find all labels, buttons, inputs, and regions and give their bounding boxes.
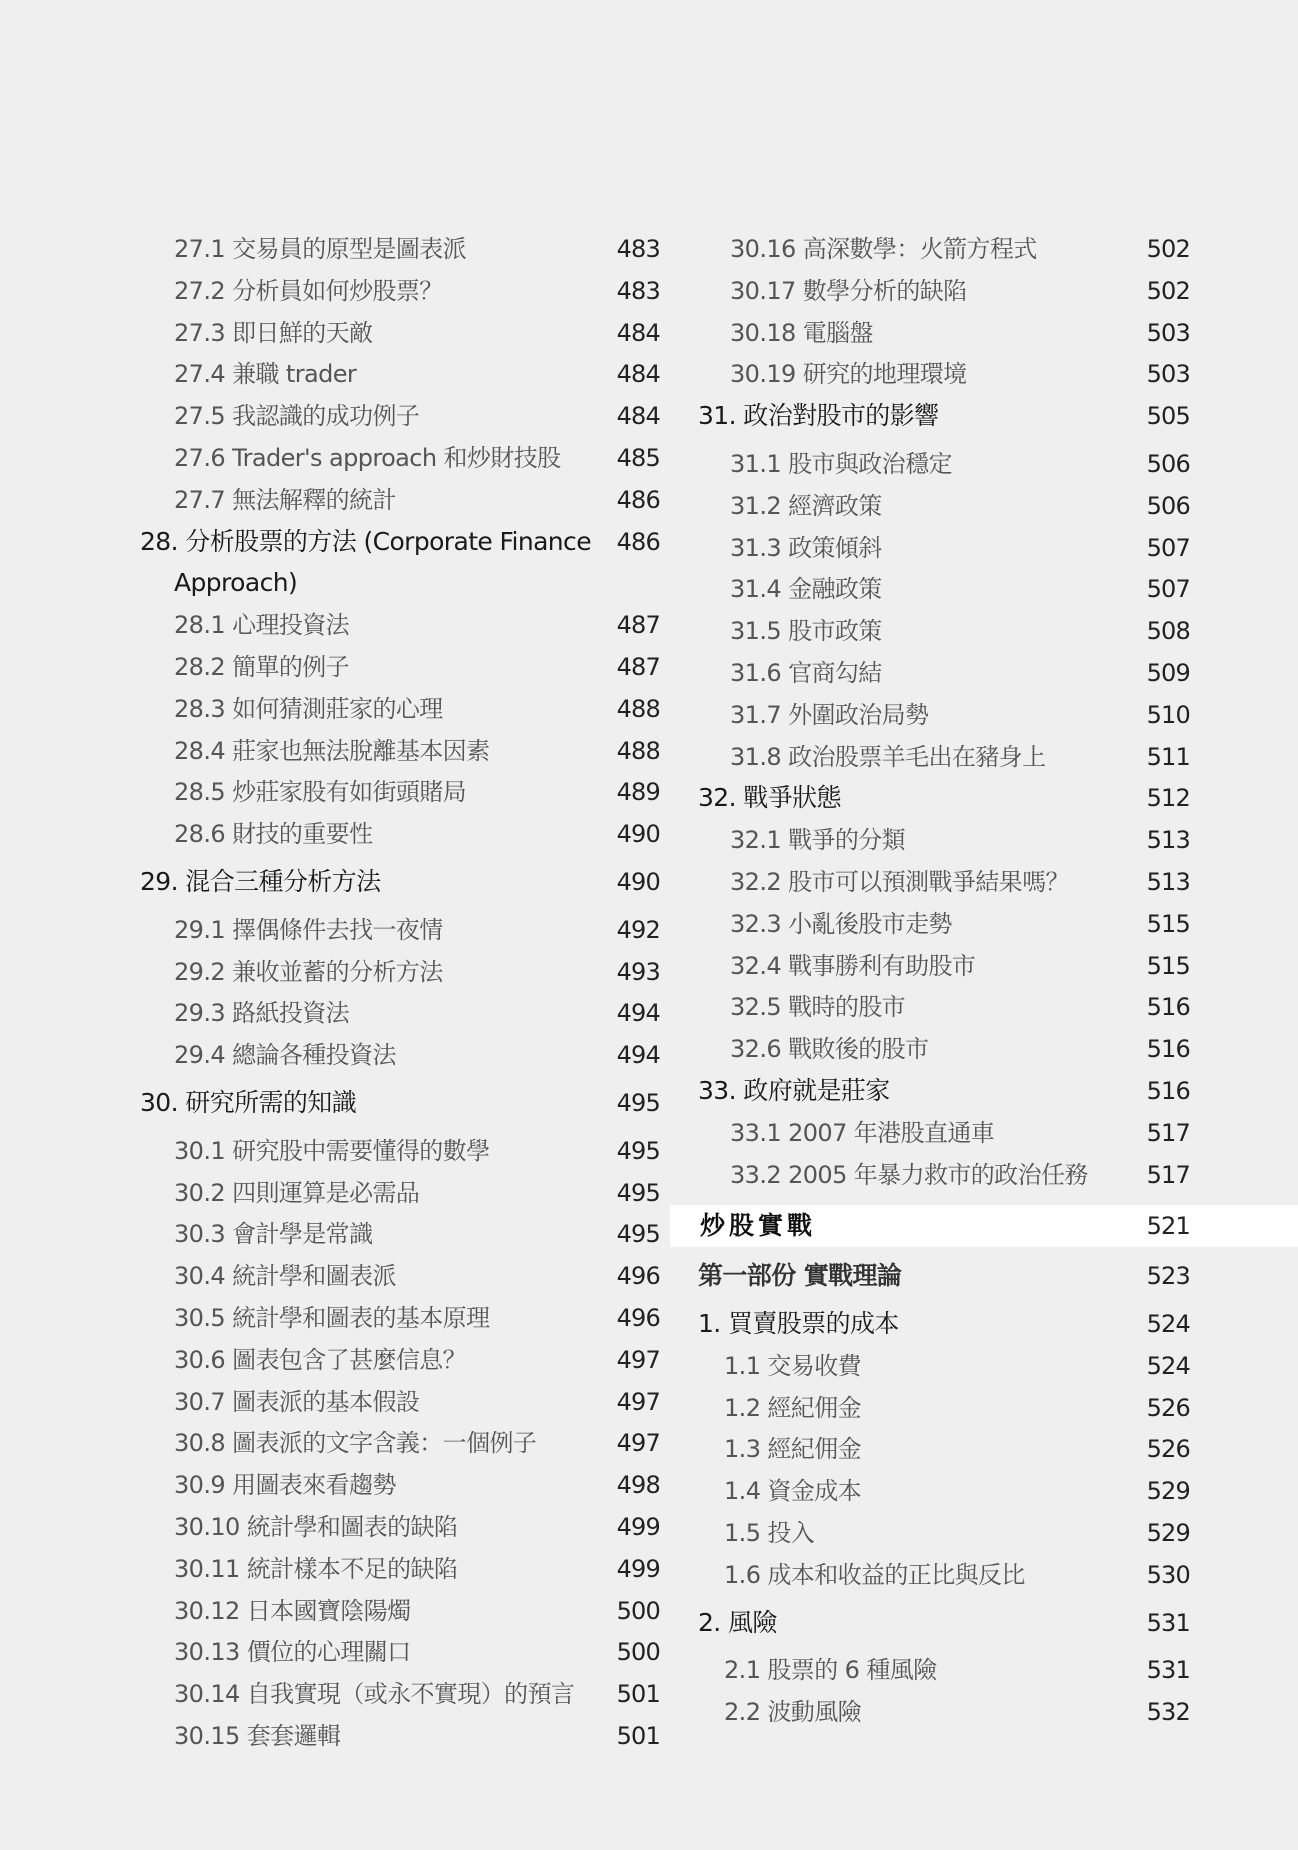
toc-entry-page: 517: [1146, 1160, 1190, 1189]
toc-entry-title: 32.3 小亂後股市走勢: [730, 909, 952, 938]
toc-entry-title: 27.3 即日鮮的天敵: [174, 318, 373, 347]
toc-entry-chap: [140, 521, 660, 563]
toc-entry-page: 483: [616, 276, 660, 305]
toc-entry-sub: [698, 945, 1190, 987]
toc-entry-page: 485: [616, 443, 660, 472]
toc-entry-sub: [140, 1297, 660, 1339]
toc-entry-page: 507: [1146, 575, 1190, 604]
toc-entry-sub: [698, 353, 1190, 395]
toc-entry-sub2: [698, 1512, 1190, 1554]
toc-entry-page: 495: [616, 1088, 660, 1117]
toc-entry-title: 1. 買賣股票的成本: [698, 1308, 899, 1338]
toc-entry-chap: [698, 1303, 1190, 1345]
toc-entry-title: 30.12 日本國寶陰陽燭: [174, 1596, 411, 1625]
toc-entry-sub: [140, 1631, 660, 1673]
toc-entry-sub: [140, 1130, 660, 1172]
toc-entry-title: 28.1 心理投資法: [174, 611, 350, 640]
toc-entry-page: 489: [616, 778, 660, 807]
toc-entry-title: 30.17 數學分析的缺陷: [730, 276, 967, 305]
toc-entry-sub: [698, 861, 1190, 903]
toc-entry-sub: [140, 395, 660, 437]
toc-entry-page: 487: [616, 611, 660, 640]
toc-entry-page: 503: [1146, 318, 1190, 347]
toc-entry-sub: [140, 1255, 660, 1297]
toc-entry-sub: [698, 568, 1190, 610]
toc-entry-title: 30.8 圖表派的文字含義：一個例子: [174, 1429, 537, 1458]
toc-entry-page: 496: [616, 1262, 660, 1291]
toc-entry-page: 488: [616, 694, 660, 723]
toc-entry-title: 27.5 我認識的成功例子: [174, 402, 420, 431]
toc-entry-sub: [140, 646, 660, 688]
toc-entry-chap: [698, 1070, 1190, 1112]
toc-entry-title: 30.2 四則運算是必需品: [174, 1178, 420, 1207]
toc-entry-title: 30.14 自我實現（或永不實現）的預言: [174, 1680, 575, 1709]
toc-entry-sub: [140, 1506, 660, 1548]
toc-entry-title: 29.3 路紙投資法: [174, 999, 350, 1028]
toc-entry-sub: [140, 730, 660, 772]
toc-entry-sub2: [698, 1691, 1190, 1733]
toc-entry-page: 495: [616, 1136, 660, 1165]
toc-entry-page: 515: [1146, 909, 1190, 938]
toc-column-right: [698, 228, 1190, 1733]
toc-entry-sub2: [698, 1470, 1190, 1512]
toc-entry-page: 505: [1146, 402, 1190, 431]
toc-entry-page: 494: [616, 1041, 660, 1070]
toc-entry-title: 30.10 統計學和圖表的缺陷: [174, 1512, 458, 1541]
toc-entry-sub: [140, 1422, 660, 1464]
toc-entry-chap: [698, 777, 1190, 819]
toc-entry-sub: [140, 1548, 660, 1590]
toc-entry-sub: [698, 903, 1190, 945]
toc-entry-page: 509: [1146, 658, 1190, 687]
toc-entry-title: 30.7 圖表派的基本假設: [174, 1387, 420, 1416]
toc-entry-sub2: [698, 1428, 1190, 1470]
toc-entry-sub: [698, 736, 1190, 778]
toc-entry-title: 31.2 經濟政策: [730, 491, 882, 520]
toc-entry-chap: [140, 1082, 660, 1124]
toc-entry-title: 30.1 研究股中需要懂得的數學: [174, 1136, 490, 1165]
toc-entry-sub: [698, 1112, 1190, 1154]
toc-entry-page: 490: [616, 867, 660, 896]
toc-entry-page: 499: [616, 1512, 660, 1541]
toc-entry-chap: [140, 861, 660, 903]
toc-entry-page: 532: [1146, 1698, 1190, 1727]
toc-entry-chap: [698, 1602, 1190, 1644]
toc-entry-title: 30.13 價位的心理關口: [174, 1638, 411, 1667]
toc-entry-page: 516: [1146, 1035, 1190, 1064]
toc-entry-title: 30. 研究所需的知識: [140, 1087, 357, 1117]
toc-entry-sub: [140, 479, 660, 521]
toc-entry-page: 521: [1146, 1212, 1190, 1241]
toc-entry-page: 530: [1146, 1560, 1190, 1589]
toc-entry-sub: [698, 694, 1190, 736]
toc-entry-page: 499: [616, 1554, 660, 1583]
toc-entry-title: 30.5 統計學和圖表的基本原理: [174, 1303, 490, 1332]
toc-entry-page: 531: [1146, 1608, 1190, 1637]
toc-entry-page: 507: [1146, 533, 1190, 562]
toc-entry-title: 32.4 戰事勝利有助股市: [730, 951, 976, 980]
toc-entry-sub: [140, 437, 660, 479]
toc-entry-title: 27.1 交易員的原型是圖表派: [174, 235, 467, 263]
toc-entry-title: 1.3 經紀佣金: [724, 1435, 861, 1464]
toc-entry-title: 2.1 股票的 6 種風險: [724, 1656, 937, 1685]
toc-entry-title: 29.4 總論各種投資法: [174, 1041, 396, 1070]
toc-entry-page: 501: [616, 1680, 660, 1709]
toc-entry-page: 517: [1146, 1118, 1190, 1147]
toc-entry-title: 2. 風險: [698, 1607, 777, 1637]
toc-entry-sub: [698, 270, 1190, 312]
toc-entry-page: 513: [1146, 867, 1190, 896]
toc-entry-sub: [140, 604, 660, 646]
toc-entry-sub: [140, 270, 660, 312]
toc-entry-sub: [140, 228, 660, 270]
toc-entry-page: 526: [1146, 1393, 1190, 1422]
toc-entry-page: 512: [1146, 784, 1190, 813]
toc-entry-sub: [698, 485, 1190, 527]
toc-entry-page: 484: [616, 318, 660, 347]
toc-entry-title: 32.2 股市可以預測戰爭結果嗎？: [730, 867, 1069, 896]
toc-entry-sub: [140, 951, 660, 993]
toc-entry-title: 33.2 2005 年暴力救市的政治任務: [730, 1160, 1088, 1189]
toc-entry-page: 529: [1146, 1477, 1190, 1506]
toc-entry-title: 炒股實戰: [700, 1211, 817, 1241]
toc-entry-sub: [140, 1172, 660, 1214]
toc-entry-title: 1.6 成本和收益的正比與反比: [724, 1560, 1025, 1589]
toc-entry-page: 531: [1146, 1656, 1190, 1685]
toc-entry-page: 511: [1146, 742, 1190, 771]
toc-entry-title: 31.6 官商勾結: [730, 658, 882, 687]
toc-entry-page: 515: [1146, 951, 1190, 980]
toc-entry-page: 493: [616, 957, 660, 986]
toc-entry-sub: [698, 1154, 1190, 1196]
toc-entry-page: 495: [616, 1220, 660, 1249]
toc-entry-title: 27.6 Trader's approach 和炒財技股: [174, 443, 561, 472]
toc-entry-page: 497: [616, 1387, 660, 1416]
toc-entry-sub: [140, 1673, 660, 1715]
toc-entry-page: 495: [616, 1178, 660, 1207]
toc-entry-sub2: [698, 1345, 1190, 1387]
toc-entry-title: 28.4 莊家也無法脫離基本因素: [174, 736, 490, 765]
toc-entry-page: 500: [616, 1596, 660, 1625]
toc-entry-title: 29. 混合三種分析方法: [140, 866, 381, 896]
toc-entry-page: 529: [1146, 1518, 1190, 1547]
toc-entry-page: 494: [616, 999, 660, 1028]
toc-entry-page: 488: [616, 736, 660, 765]
toc-entry-title: 30.3 會計學是常識: [174, 1220, 373, 1249]
toc-entry-sub: [140, 1034, 660, 1076]
toc-entry-page: 526: [1146, 1435, 1190, 1464]
toc-entry-title: 30.18 電腦盤: [730, 318, 873, 347]
toc-entry-page: 484: [616, 360, 660, 389]
toc-entry-title: Approach): [174, 568, 298, 598]
toc-entry-title: 2.2 波動風險: [724, 1698, 861, 1727]
toc-entry-page: 500: [616, 1638, 660, 1667]
toc-entry-sub: [140, 771, 660, 813]
toc-column-left: [140, 228, 660, 1757]
toc-entry-sub: [140, 1715, 660, 1757]
toc-entry-sub: [140, 1213, 660, 1255]
toc-entry-page: 523: [1146, 1262, 1190, 1291]
toc-entry-title: 30.6 圖表包含了甚麼信息？: [174, 1345, 467, 1374]
toc-entry-sub: [140, 1381, 660, 1423]
toc-entry-title: 31.3 政策傾斜: [730, 533, 882, 562]
toc-entry-sub: [140, 353, 660, 395]
toc-entry-page: 498: [616, 1471, 660, 1500]
toc-entry-title: 30.15 套套邏輯: [174, 1721, 341, 1750]
toc-entry-page: 486: [616, 527, 660, 556]
toc-entry-page: 502: [1146, 276, 1190, 305]
toc-entry-page: 502: [1146, 235, 1190, 263]
toc-entry-page: 497: [616, 1429, 660, 1458]
toc-entry-chap: [698, 395, 1190, 437]
toc-entry-page: 490: [616, 820, 660, 849]
toc-entry-title: 27.2 分析員如何炒股票？: [174, 276, 443, 305]
toc-entry-title: 32.1 戰爭的分類: [730, 826, 906, 855]
toc-entry-sub: [140, 909, 660, 951]
toc-entry-sub2: [698, 1387, 1190, 1429]
toc-entry-page: 506: [1146, 449, 1190, 478]
toc-entry-title: 32.5 戰時的股市: [730, 993, 906, 1022]
toc-entry-page: 496: [616, 1303, 660, 1332]
toc-entry-sub: [698, 527, 1190, 569]
toc-entry-title: 28.2 簡單的例子: [174, 652, 350, 681]
toc-entry-page: 492: [616, 915, 660, 944]
toc-entry-section: [698, 1205, 1190, 1247]
toc-entry-sub: [140, 312, 660, 354]
toc-entry-title: 31.7 外圍政治局勢: [730, 700, 929, 729]
toc-entry-page: 483: [616, 235, 660, 263]
toc-entry-part: [698, 1255, 1190, 1297]
toc-entry-title: 30.19 研究的地理環境: [730, 360, 967, 389]
toc-entry-sub2: [698, 1554, 1190, 1596]
toc-entry-cont: [140, 562, 660, 604]
toc-entry-title: 32. 戰爭狀態: [698, 783, 841, 813]
toc-entry-title: 28. 分析股票的方法 (Corporate Finance: [140, 526, 591, 556]
toc-entry-title: 33. 政府就是莊家: [698, 1075, 890, 1105]
toc-entry-title: 27.7 無法解釋的統計: [174, 485, 396, 514]
toc-entry-page: 516: [1146, 1076, 1190, 1105]
toc-entry-title: 28.3 如何猜測莊家的心理: [174, 694, 443, 723]
toc-entry-title: 29.1 擇偶條件去找一夜情: [174, 915, 443, 944]
toc-entry-sub: [698, 443, 1190, 485]
toc-entry-title: 30.9 用圖表來看趨勢: [174, 1471, 396, 1500]
toc-entry-title: 31.8 政治股票羊毛出在豬身上: [730, 742, 1046, 771]
toc-entry-page: 487: [616, 652, 660, 681]
toc-entry-sub: [140, 992, 660, 1034]
toc-entry-title: 32.6 戰敗後的股市: [730, 1035, 929, 1064]
toc-entry-sub: [140, 1339, 660, 1381]
toc-entry-sub: [140, 1590, 660, 1632]
toc-entry-sub: [698, 1028, 1190, 1070]
toc-entry-title: 31.4 金融政策: [730, 575, 882, 604]
toc-entry-sub2: [698, 1649, 1190, 1691]
toc-entry-sub: [698, 986, 1190, 1028]
toc-entry-title: 31.5 股市政策: [730, 617, 882, 646]
toc-entry-page: 508: [1146, 617, 1190, 646]
toc-entry-sub: [140, 1464, 660, 1506]
toc-entry-sub: [698, 652, 1190, 694]
toc-entry-title: 1.1 交易收費: [724, 1351, 861, 1380]
toc-entry-page: 501: [616, 1721, 660, 1750]
toc-entry-title: 28.5 炒莊家股有如街頭賭局: [174, 778, 467, 807]
toc-entry-title: 30.16 高深數學：火箭方程式: [730, 235, 1037, 263]
toc-entry-title: 1.2 經紀佣金: [724, 1393, 861, 1422]
toc-entry-title: 30.11 統計樣本不足的缺陷: [174, 1554, 458, 1583]
toc-entry-title: 第一部份 實戰理論: [698, 1261, 902, 1291]
toc-entry-title: 27.4 兼職 trader: [174, 360, 357, 389]
toc-entry-title: 1.5 投入: [724, 1518, 815, 1547]
toc-entry-sub: [698, 610, 1190, 652]
toc-entry-page: 486: [616, 485, 660, 514]
toc-entry-title: 1.4 資金成本: [724, 1477, 861, 1506]
toc-entry-sub: [698, 819, 1190, 861]
toc-entry-title: 28.6 財技的重要性: [174, 820, 373, 849]
toc-entry-page: 497: [616, 1345, 660, 1374]
toc-entry-title: 33.1 2007 年港股直通車: [730, 1118, 995, 1147]
toc-entry-sub: [140, 688, 660, 730]
toc-entry-title: 31. 政治對股市的影響: [698, 401, 939, 431]
toc-entry-page: 524: [1146, 1309, 1190, 1338]
toc-entry-title: 29.2 兼收並蓄的分析方法: [174, 957, 443, 986]
toc-entry-page: 524: [1146, 1351, 1190, 1380]
toc-entry-page: 513: [1146, 826, 1190, 855]
toc-entry-page: 510: [1146, 700, 1190, 729]
toc-entry-page: 484: [616, 402, 660, 431]
toc-entry-page: 516: [1146, 993, 1190, 1022]
toc-entry-title: 30.4 統計學和圖表派: [174, 1262, 396, 1291]
toc-entry-page: 506: [1146, 491, 1190, 520]
toc-entry-sub: [140, 813, 660, 855]
toc-entry-sub: [698, 312, 1190, 354]
toc-entry-page: 503: [1146, 360, 1190, 389]
toc-entry-sub: [698, 228, 1190, 270]
toc-entry-title: 31.1 股市與政治穩定: [730, 449, 952, 478]
